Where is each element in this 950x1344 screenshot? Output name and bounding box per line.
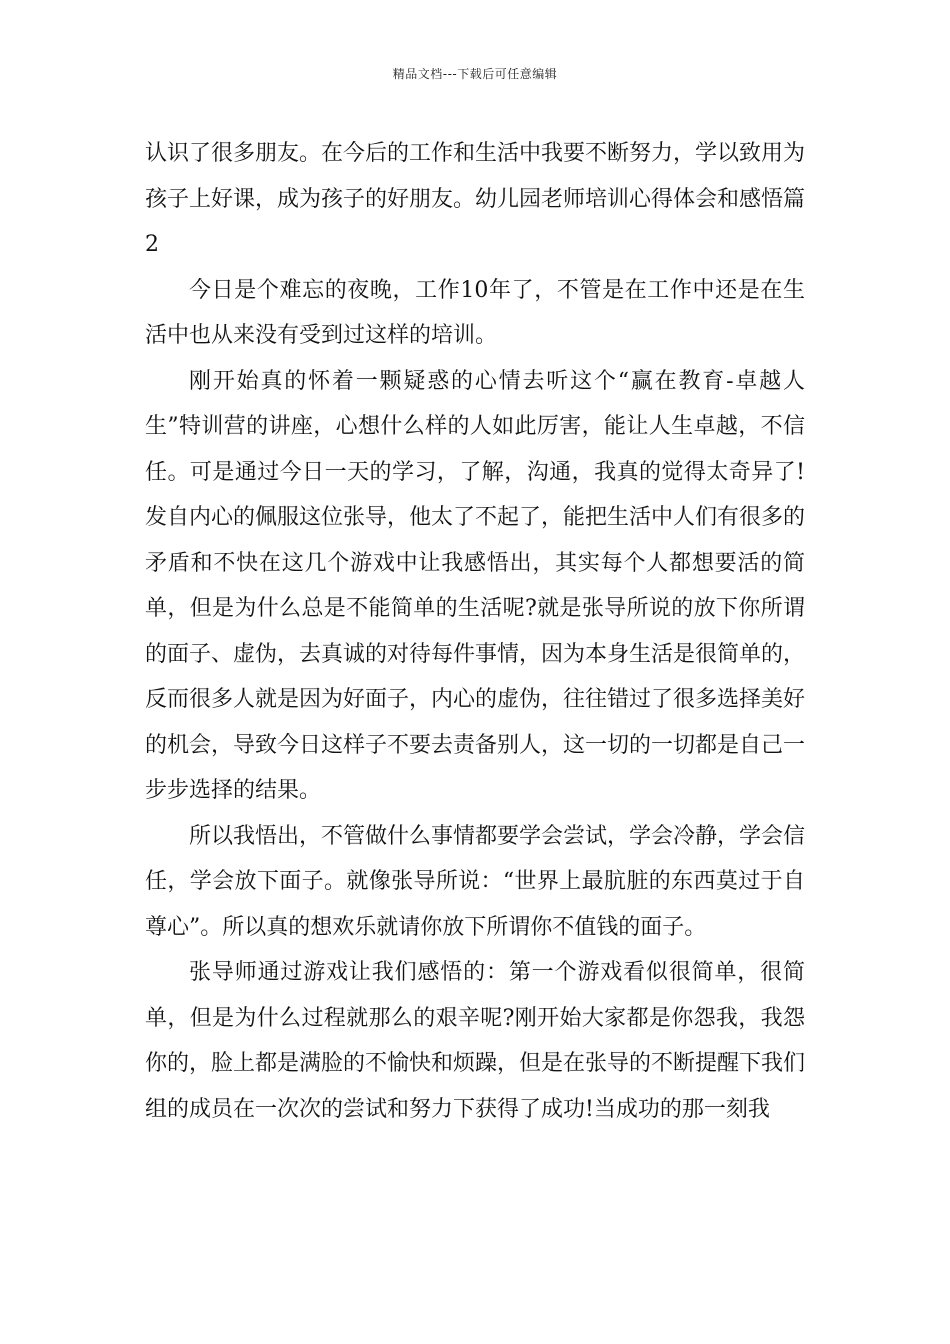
paragraph-4: 所以我悟出，不管做什么事情都要学会尝试，学会冷静，学会信任，学会放下面子。就像张导所说：“世界上最肮脏的东西莫过于自尊心”。所以真的想欢乐就请你放下所谓你不值钱的面子。 [145, 823, 806, 940]
document-body [145, 131, 805, 1132]
paragraph-1: 认识了很多朋友。在今后的工作和生活中我要不断努力，学以致用为孩子上好课，成为孩子的好朋友。幼儿园老师培训心得体会和感悟篇2 [145, 141, 806, 257]
paragraph-5: 张导师通过游戏让我们感悟的：第一个游戏看似很简单，很简单，但是为什么过程就那么的艰辛呢?刚开始大家都是你怨我，我怨你的，脸上都是满脸的不愉快和烦躁，但是在张导的不断提醒下我们组的成员在一次次的尝试和努力下获得了成功!当成功的那一刻我 [145, 960, 806, 1122]
page-header: 精品文档---下载后可任意编辑 [392, 67, 558, 81]
paragraph-2: 今日是个难忘的夜晚，工作10年了，不管是在工作中还是在生活中也从来没有受到过这样的培训。 [145, 277, 805, 348]
paragraph-3: 刚开始真的怀着一颗疑惑的心情去听这个“赢在教育-卓越人生”特训营的讲座，心想什么样的人如此厉害，能让人生卓越，不信任。可是通过今日一天的学习，了解，沟通，我真的觉得太奇异了!发自内心的佩服这位张导，他太了不起了，能把生活中人们有很多的矛盾和不快在这几个游戏中让我感悟出，其实每个人都想要活的简单，但是为什么总是不能简单的生活呢?就是张导所说的放下你所谓的面子、虚伪，去真诚的对待每件事情，因为本身生活是很简单的，反而很多人就是因为好面子，内心的虚伪，往往错过了很多选择美好的机会，导致今日这样子不要去责备别人，这一切的一切都是自己一步步选择的结果。 [145, 368, 806, 803]
